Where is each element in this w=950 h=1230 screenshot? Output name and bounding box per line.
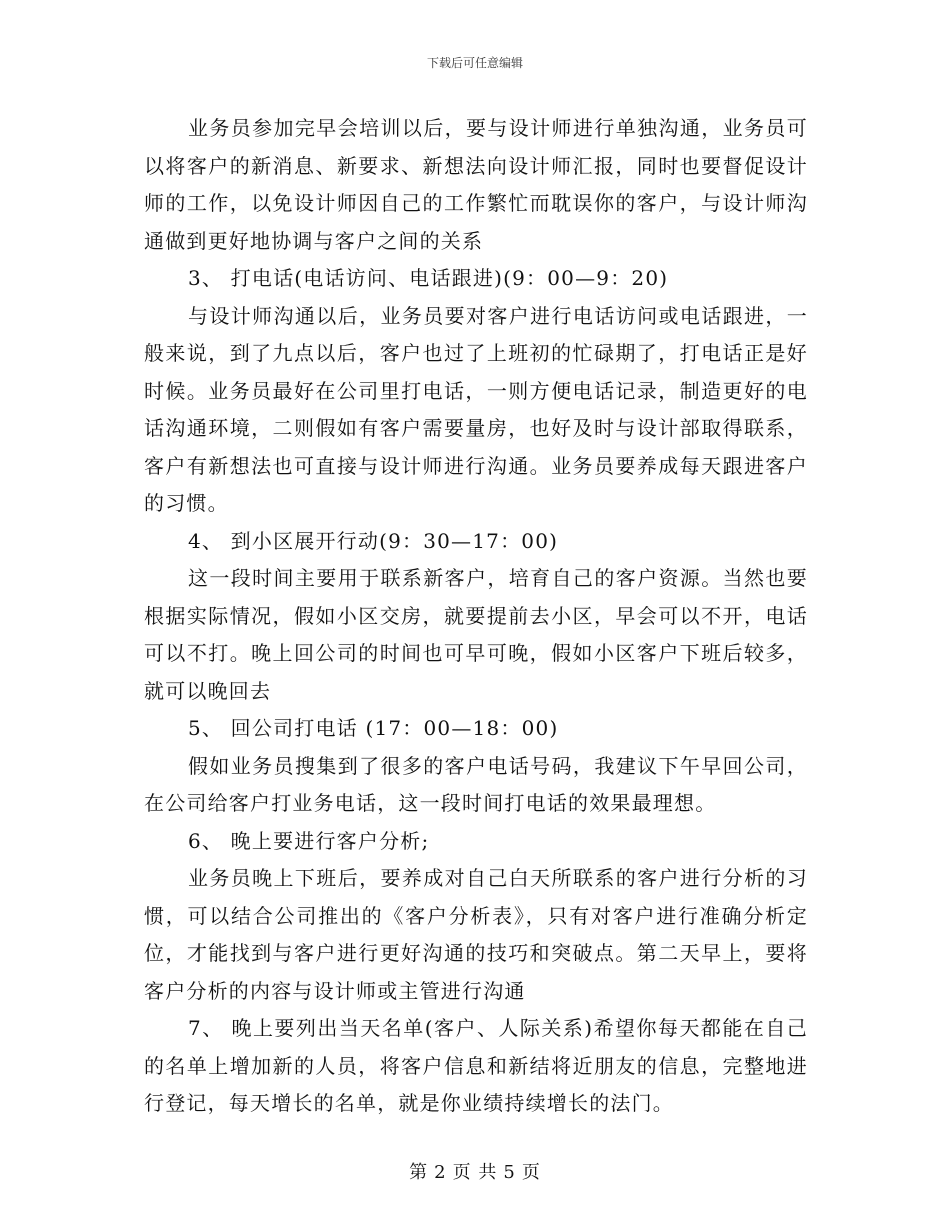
page-number: 2: [434, 1162, 447, 1183]
paragraph-customer-analysis: 业务员晚上下班后，要养成对自己白天所联系的客户进行分析的习惯，可以结合公司推出的《客户分析表》，只有对客户进行准确分析定位，才能找到与客户进行更好沟通的技巧和突破点。第二天早上，要将客户分析的内容与设计师或主管进行沟通: [144, 866, 808, 1003]
footer-prefix: 第: [409, 1162, 429, 1183]
heading-community-action: 4、 到小区展开行动(9：30—17：00): [188, 528, 559, 553]
paragraph-office-calls: 假如业务员搜集到了很多的客户电话号码，我建议下午早回公司，在公司给客户打业务电话，这一段时间打电话的效果最理想。: [144, 753, 808, 815]
footer-middle: 页 共: [452, 1162, 498, 1183]
paragraph-designer-communication: 业务员参加完早会培训以后，要与设计师进行单独沟通，业务员可以将客户的新消息、新要求、新想法向设计师汇报，同时也要督促设计师的工作，以免设计师因自己的工作繁忙而耽误你的客户，与设计师沟通做到更好地协调与客户之间的关系: [144, 116, 808, 253]
total-pages: 5: [503, 1162, 516, 1183]
heading-customer-analysis: 6、 晚上要进行客户分析;: [188, 828, 430, 853]
footer-suffix: 页: [521, 1162, 541, 1183]
heading-phone-calls: 3、 打电话(电话访问、电话跟进)(9：00—9：20): [188, 266, 669, 290]
document-body: [144, 110, 808, 1123]
page-footer: [0, 1158, 950, 1184]
paragraph-community-action: 这一段时间主要用于联系新客户，培育自己的客户资源。当然也要根据实际情况，假如小区交房，就要提前去小区，早会可以不开，电话可以不打。晚上回公司的时间也可早可晚，假如小区客户下班后较多，就可以晚回去: [144, 566, 808, 703]
page-header: 下载后可任意编辑: [426, 56, 523, 70]
heading-office-calls: 5、 回公司打电话 (17：00—18：00): [188, 716, 559, 740]
paragraph-phone-calls: 与设计师沟通以后，业务员要对客户进行电话访问或电话跟进，一般来说，到了九点以后，客户也过了上班初的忙碌期了，打电话正是好时候。业务员最好在公司里打电话，一则方便电话记录，制造更好的电话沟通环境，二则假如有客户需要量房，也好及时与设计部取得联系，客户有新想法也可直接与设计师进行沟通。业务员要养成每天跟进客户的习惯。: [144, 303, 808, 515]
paragraph-daily-list: 7、 晚上要列出当天名单(客户、人际关系)希望你每天都能在自己的名单上增加新的人员，将客户信息和新结将近朋友的信息，完整地进行登记，每天增长的名单，就是你业绩持续增长的法门。: [144, 1016, 808, 1115]
